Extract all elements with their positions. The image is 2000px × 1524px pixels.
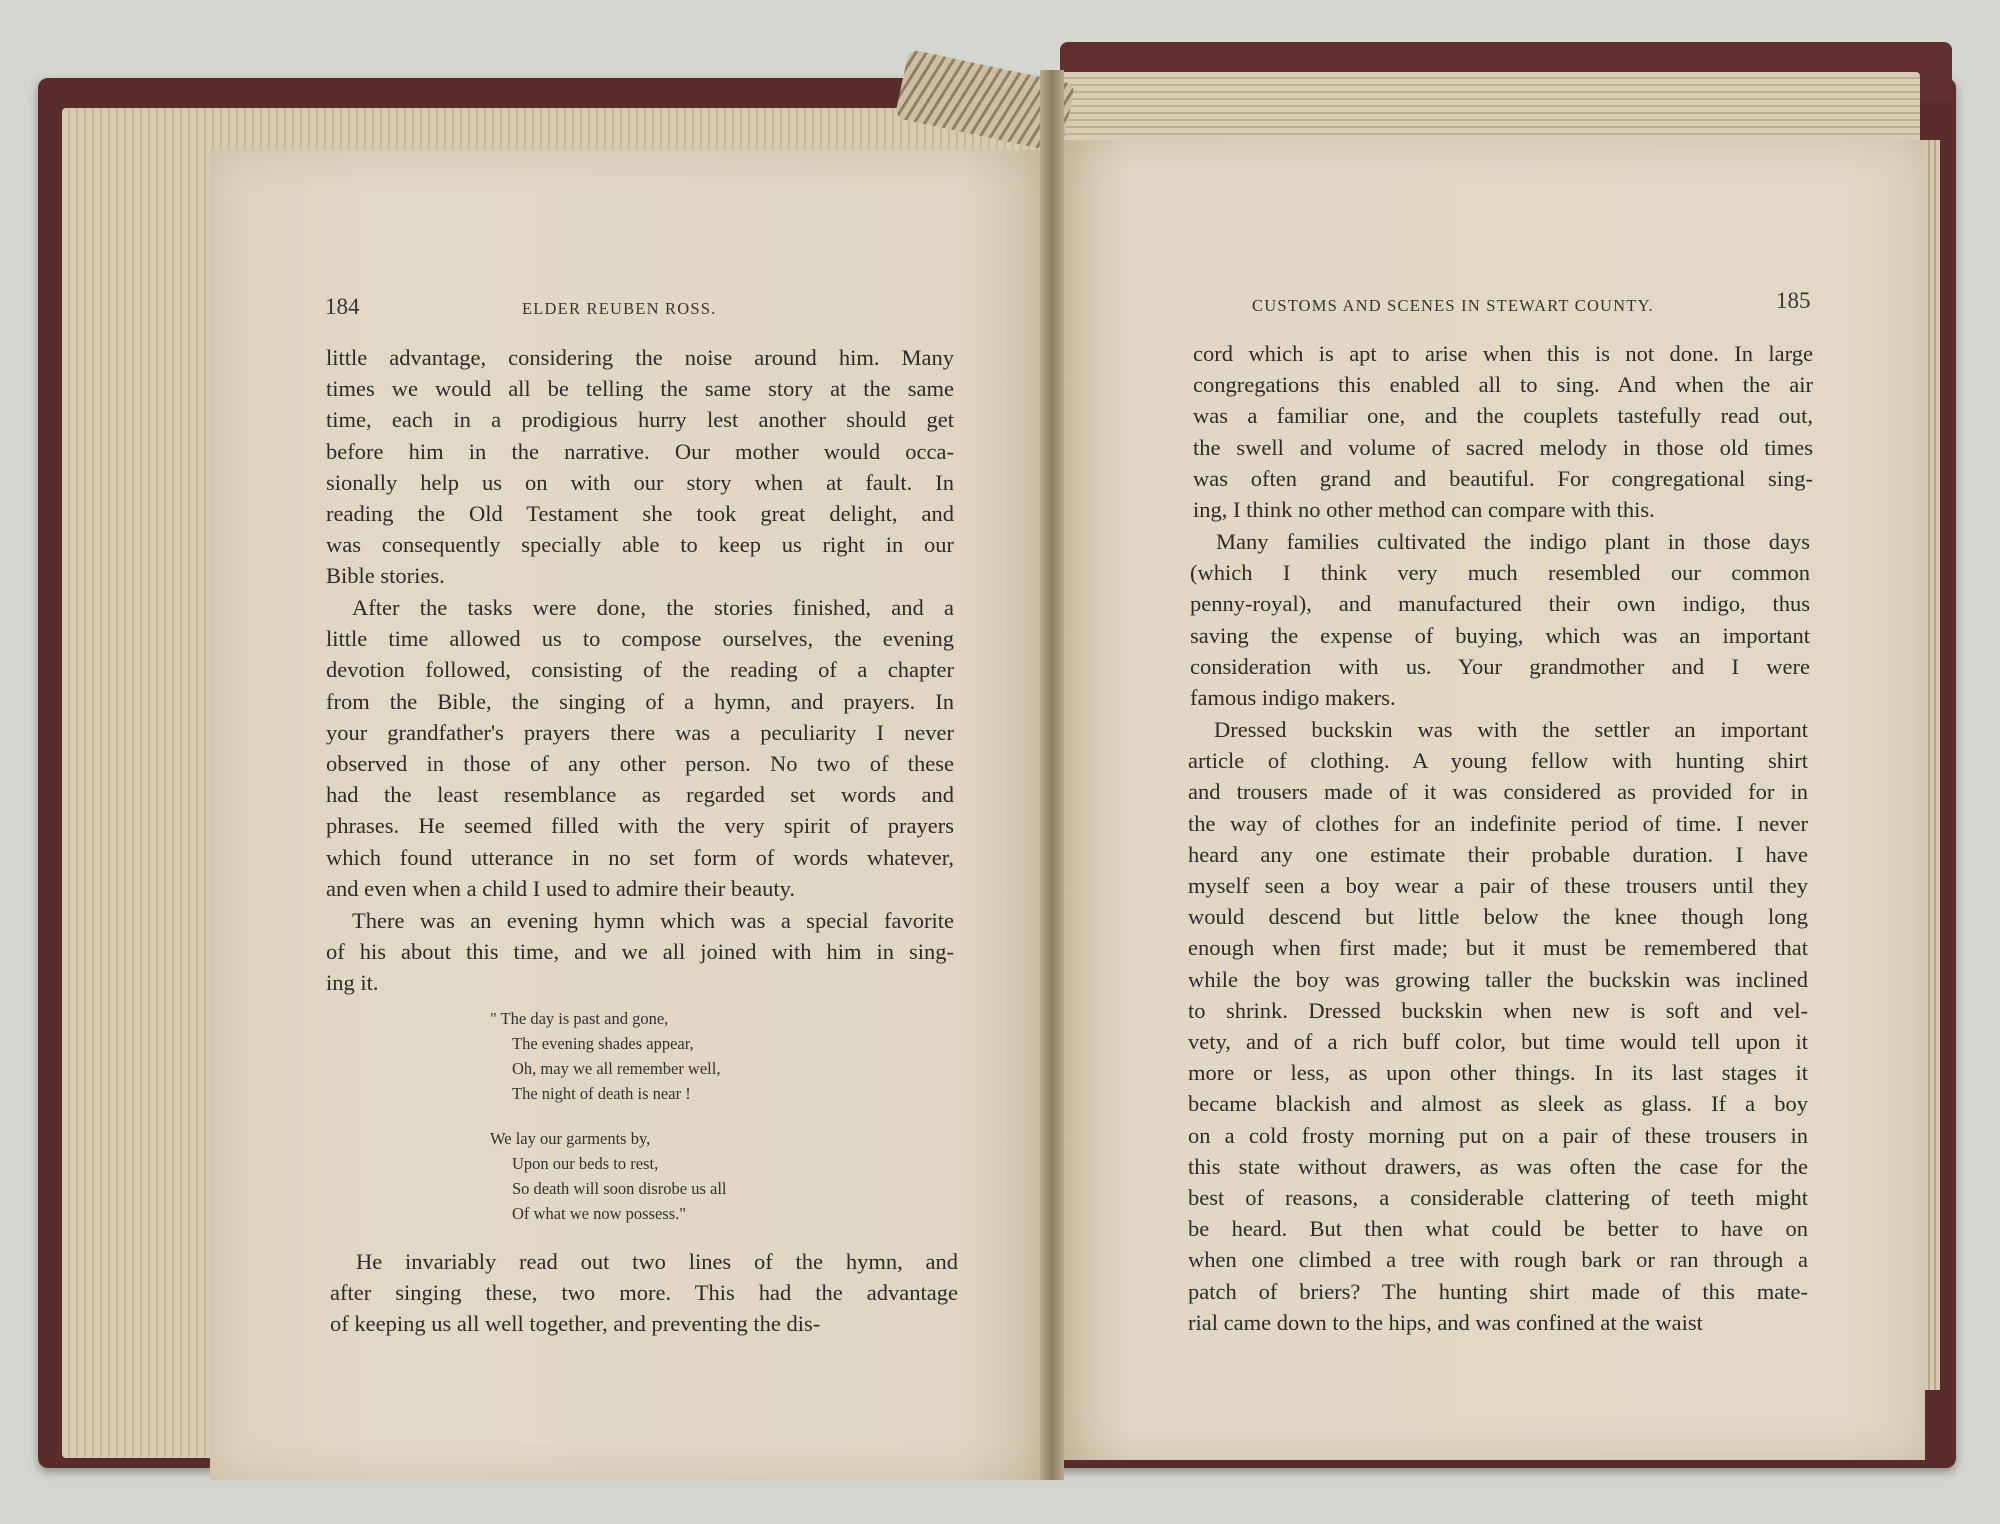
poem-line: We lay our garments by, <box>490 1129 651 1148</box>
text-line: consideration with us. Your grandmother and I were <box>1190 653 1810 679</box>
left-paragraph-2 <box>326 592 954 904</box>
poem-line: Of what we now possess." <box>512 1204 687 1223</box>
text-line: was a familiar one, and the couplets tastefully read out, <box>1193 403 1813 429</box>
text-line: before him in the narrative. Our mother would occa- <box>326 438 954 464</box>
left-paragraph-1 <box>326 342 954 592</box>
right-page-number: 185 <box>1776 288 1811 313</box>
text-line: on a cold frosty morning put on a pair of these trousers in <box>1188 1122 1808 1148</box>
text-line: article of clothing. A young fellow with hunting shirt <box>1188 748 1808 774</box>
poem-line: So death will soon disrobe us all <box>512 1179 727 1198</box>
text-line: myself seen a boy wear a pair of these trousers until they <box>1188 873 1808 899</box>
text-line: had the least resemblance as regarded set words and <box>326 782 954 808</box>
poem-line: Upon our beds to rest, <box>512 1154 659 1173</box>
book-gutter <box>1040 70 1064 1480</box>
text-line: best of reasons, a considerable clattering of teeth might <box>1188 1185 1808 1211</box>
text-line: of his about this time, and we all joined with him in sing- <box>326 939 954 965</box>
text-line: observed in those of any other person. No two of these <box>326 751 954 777</box>
text-line: the way of clothes for an indefinite period of time. I never <box>1188 810 1808 836</box>
text-line: heard any one estimate their probable duration. I have <box>1188 841 1808 867</box>
left-paragraph-4 <box>330 1246 958 1340</box>
text-line: He invariably read out two lines of the hymn, and <box>356 1249 958 1274</box>
text-line: would descend but little below the knee though long <box>1188 904 1808 930</box>
poem-line: The night of death is near ! <box>512 1084 691 1103</box>
text-line: congregations this enabled all to sing. And when the air <box>1193 372 1813 398</box>
text-line: saving the expense of buying, which was an important <box>1190 622 1810 648</box>
text-line: ing it. <box>326 970 379 996</box>
text-line: and trousers made of it was considered as provided for in <box>1188 779 1808 805</box>
text-line: was consequently specially able to keep us right in our <box>326 532 954 558</box>
text-line: enough when first made; but it must be remembered that <box>1188 935 1808 961</box>
right-paragraph-1 <box>1193 338 1813 525</box>
text-line: Dressed buckskin was with the settler an important <box>1214 717 1808 742</box>
text-line: while the boy was growing taller the buckskin was inclined <box>1188 966 1808 992</box>
text-line: little time allowed us to compose ourselves, the evening <box>326 626 954 652</box>
hymn-poem <box>490 1006 726 1246</box>
text-line: cord which is apt to arise when this is not done. In large <box>1193 341 1813 366</box>
text-line: times we would all be telling the same story at the same <box>326 376 954 402</box>
text-line: rial came down to the hips, and was confined at the waist <box>1188 1309 1703 1335</box>
hymn-stanza-1 <box>490 1006 726 1106</box>
text-line: the swell and volume of sacred melody in those old times <box>1193 434 1813 460</box>
text-line: of keeping us all well together, and preventing the dis- <box>330 1311 821 1337</box>
text-line: your grandfather's prayers there was a peculiarity I never <box>326 719 954 745</box>
left-paragraph-3 <box>326 905 954 999</box>
text-line: be heard. But then what could be better to have on <box>1188 1216 1808 1242</box>
text-line: famous indigo makers. <box>1190 685 1396 711</box>
text-line: vety, and of a rich buff color, but time would tell upon it <box>1188 1029 1808 1055</box>
poem-line: Oh, may we all remember well, <box>512 1059 721 1078</box>
hymn-stanza-2 <box>490 1126 726 1226</box>
text-line: penny-royal), and manufactured their own indigo, thus <box>1190 591 1810 617</box>
text-line: to shrink. Dressed buckskin when new is soft and vel- <box>1188 997 1808 1023</box>
text-line: devotion followed, consisting of the reading of a chapter <box>326 657 954 683</box>
text-line: when one climbed a tree with rough bark or ran through a <box>1188 1247 1808 1273</box>
right-paragraph-3 <box>1188 714 1808 1338</box>
left-running-head: ELDER REUBEN ROSS. <box>522 299 717 318</box>
text-line: and even when a child I used to admire their beauty. <box>326 875 795 901</box>
text-line: Many families cultivated the indigo plant in those days <box>1216 529 1810 554</box>
text-line: (which I think very much resembled our common <box>1190 560 1810 586</box>
text-line: ing, I think no other method can compare with this. <box>1193 497 1655 523</box>
text-line: sionally help us on with our story when at fault. In <box>326 469 954 495</box>
right-paragraph-2 <box>1190 526 1810 713</box>
text-line: reading the Old Testament she took great delight, and <box>326 501 954 527</box>
text-line: patch of briers? The hunting shirt made of this mate- <box>1188 1278 1808 1304</box>
poem-line: The evening shades appear, <box>512 1034 694 1053</box>
text-line: There was an evening hymn which was a special favorite <box>352 908 954 933</box>
right-running-head: CUSTOMS AND SCENES IN STEWART COUNTY. <box>1252 296 1654 315</box>
text-line: after singing these, two more. This had the advantage <box>330 1280 958 1306</box>
text-line: little advantage, considering the noise around him. Many <box>326 345 954 370</box>
text-line: Bible stories. <box>326 563 445 589</box>
text-line: phrases. He seemed filled with the very spirit of prayers <box>326 813 954 839</box>
poem-line: " The day is past and gone, <box>490 1009 669 1028</box>
text-line: from the Bible, the singing of a hymn, and prayers. In <box>326 688 954 714</box>
left-page-number: 184 <box>325 294 360 319</box>
text-line: which found utterance in no set form of words whatever, <box>326 844 954 870</box>
text-line: became blackish and almost as sleek as glass. If a boy <box>1188 1091 1808 1117</box>
text-line: was often grand and beautiful. For congregational sing- <box>1193 465 1813 491</box>
text-line: After the tasks were done, the stories finished, and a <box>352 595 954 620</box>
text-line: this state without drawers, as was often the case for the <box>1188 1153 1808 1179</box>
text-line: more or less, as upon other things. In its last stages it <box>1188 1060 1808 1086</box>
text-line: time, each in a prodigious hurry lest another should get <box>326 407 954 433</box>
